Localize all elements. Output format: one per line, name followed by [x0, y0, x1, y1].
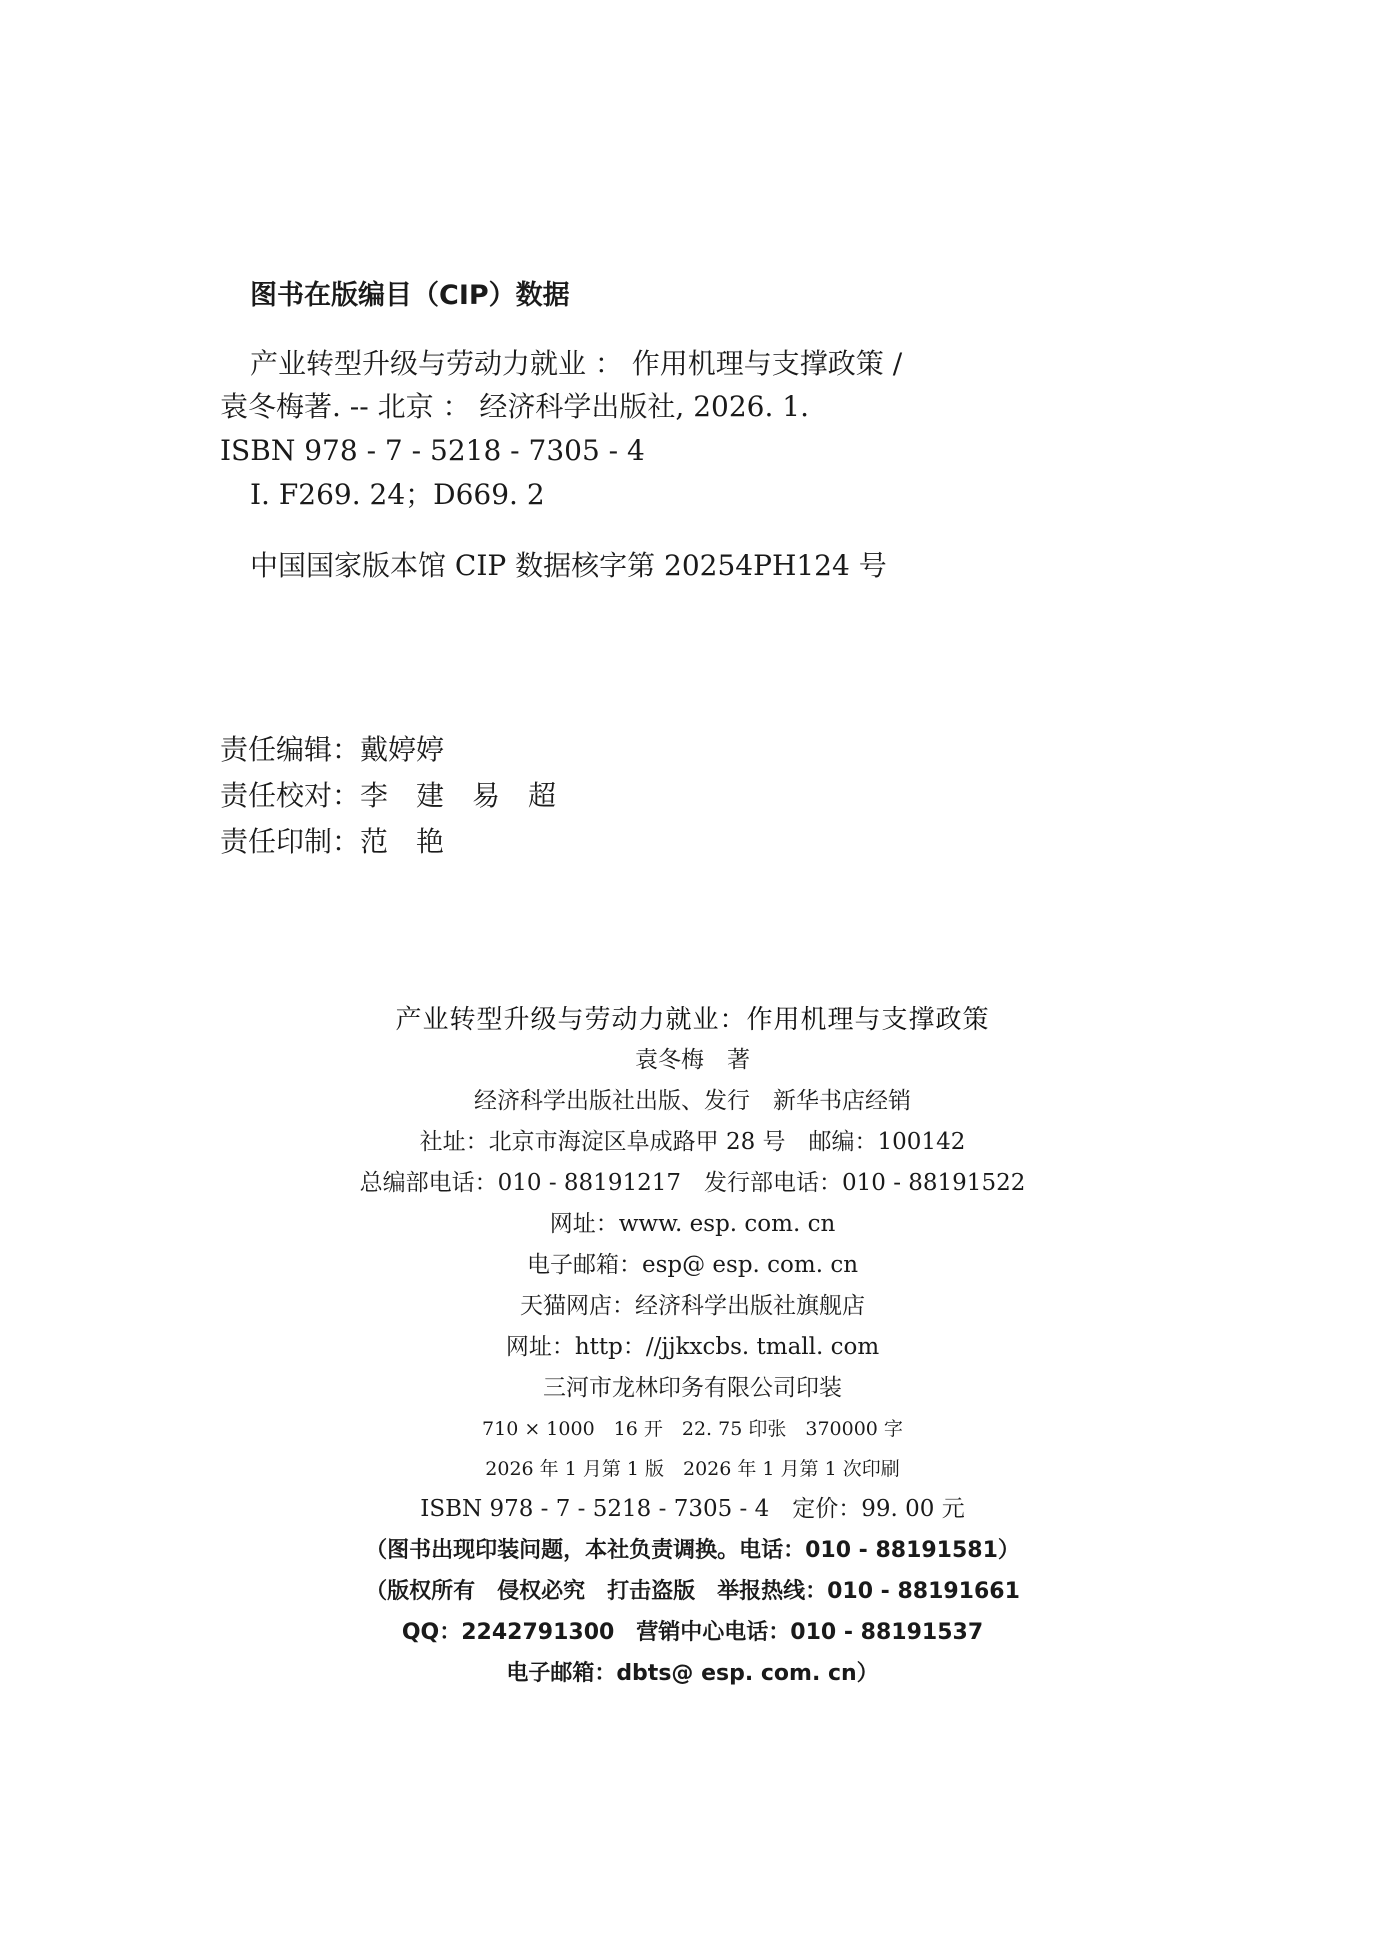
colophon-notice-email: 电子邮箱：dbts@ esp. com. cn） — [506, 1661, 879, 1686]
colophon-tmall-url: 网址：http：//jjkxcbs. tmall. com — [505, 1334, 880, 1360]
cip-approval-number: 中国国家版本馆 CIP 数据核字第 20254PH124 号 — [250, 549, 887, 582]
colophon-notice-replacement: （图书出现印装问题，本社负责调换。电话：010 - 88191581） — [365, 1538, 1020, 1563]
colophon-notice-contact: QQ：2242791300 营销中心电话：010 - 88191537 — [401, 1620, 984, 1645]
colophon-edition: 2026 年 1 月第 1 版 2026 年 1 月第 1 次印刷 — [485, 1458, 900, 1480]
colophon-author: 袁冬梅 著 — [635, 1047, 750, 1073]
staff-role: 责任编辑： — [220, 733, 361, 766]
colophon-email: 电子邮箱：esp@ esp. com. cn — [526, 1252, 859, 1278]
cip-author-publisher-line: 袁冬梅著. -- 北京 ： 经济科学出版社, 2026. 1. — [220, 390, 809, 423]
staff-role: 责任校对： — [220, 779, 361, 812]
cip-title-line: 产业转型升级与劳动力就业 ： 作用机理与支撑政策 / — [250, 347, 903, 380]
staff-credits — [220, 727, 556, 865]
colophon-notice-piracy: （版权所有 侵权必究 打击盗版 举报热线：010 - 88191661 — [365, 1579, 1020, 1604]
cip-isbn-line: ISBN 978 - 7 - 5218 - 7305 - 4 — [220, 434, 645, 467]
staff-row-proofreader — [220, 773, 556, 819]
colophon-tmall-store: 天猫网店：经济科学出版社旗舰店 — [520, 1293, 865, 1319]
cip-classification-line: Ⅰ. F269. 24；D669. 2 — [250, 478, 545, 511]
colophon-website: 网址：www. esp. com. cn — [549, 1211, 836, 1237]
staff-row-printing — [220, 819, 556, 865]
cip-heading: 图书在版编目（CIP）数据 — [250, 280, 570, 311]
staff-name: 范 艳 — [360, 825, 445, 858]
colophon-printer: 三河市龙林印务有限公司印装 — [543, 1375, 842, 1401]
colophon — [0, 1000, 1385, 1694]
staff-role: 责任印制： — [220, 825, 361, 858]
staff-row-editor — [220, 727, 556, 773]
colophon-phones: 总编部电话：010 - 88191217 发行部电话：010 - 88191522 — [359, 1170, 1026, 1196]
colophon-title: 产业转型升级与劳动力就业：作用机理与支撑政策 — [395, 1005, 990, 1035]
colophon-specs: 710 × 1000 16 开 22. 75 印张 370000 字 — [482, 1418, 903, 1440]
colophon-publisher: 经济科学出版社出版、发行 新华书店经销 — [474, 1088, 911, 1114]
colophon-address: 社址：北京市海淀区阜成路甲 28 号 邮编：100142 — [419, 1129, 966, 1155]
staff-name: 戴婷婷 — [360, 733, 445, 766]
staff-name: 李 建 易 超 — [360, 779, 557, 812]
colophon-isbn-price: ISBN 978 - 7 - 5218 - 7305 - 4 定价：99. 00 元 — [420, 1496, 965, 1522]
